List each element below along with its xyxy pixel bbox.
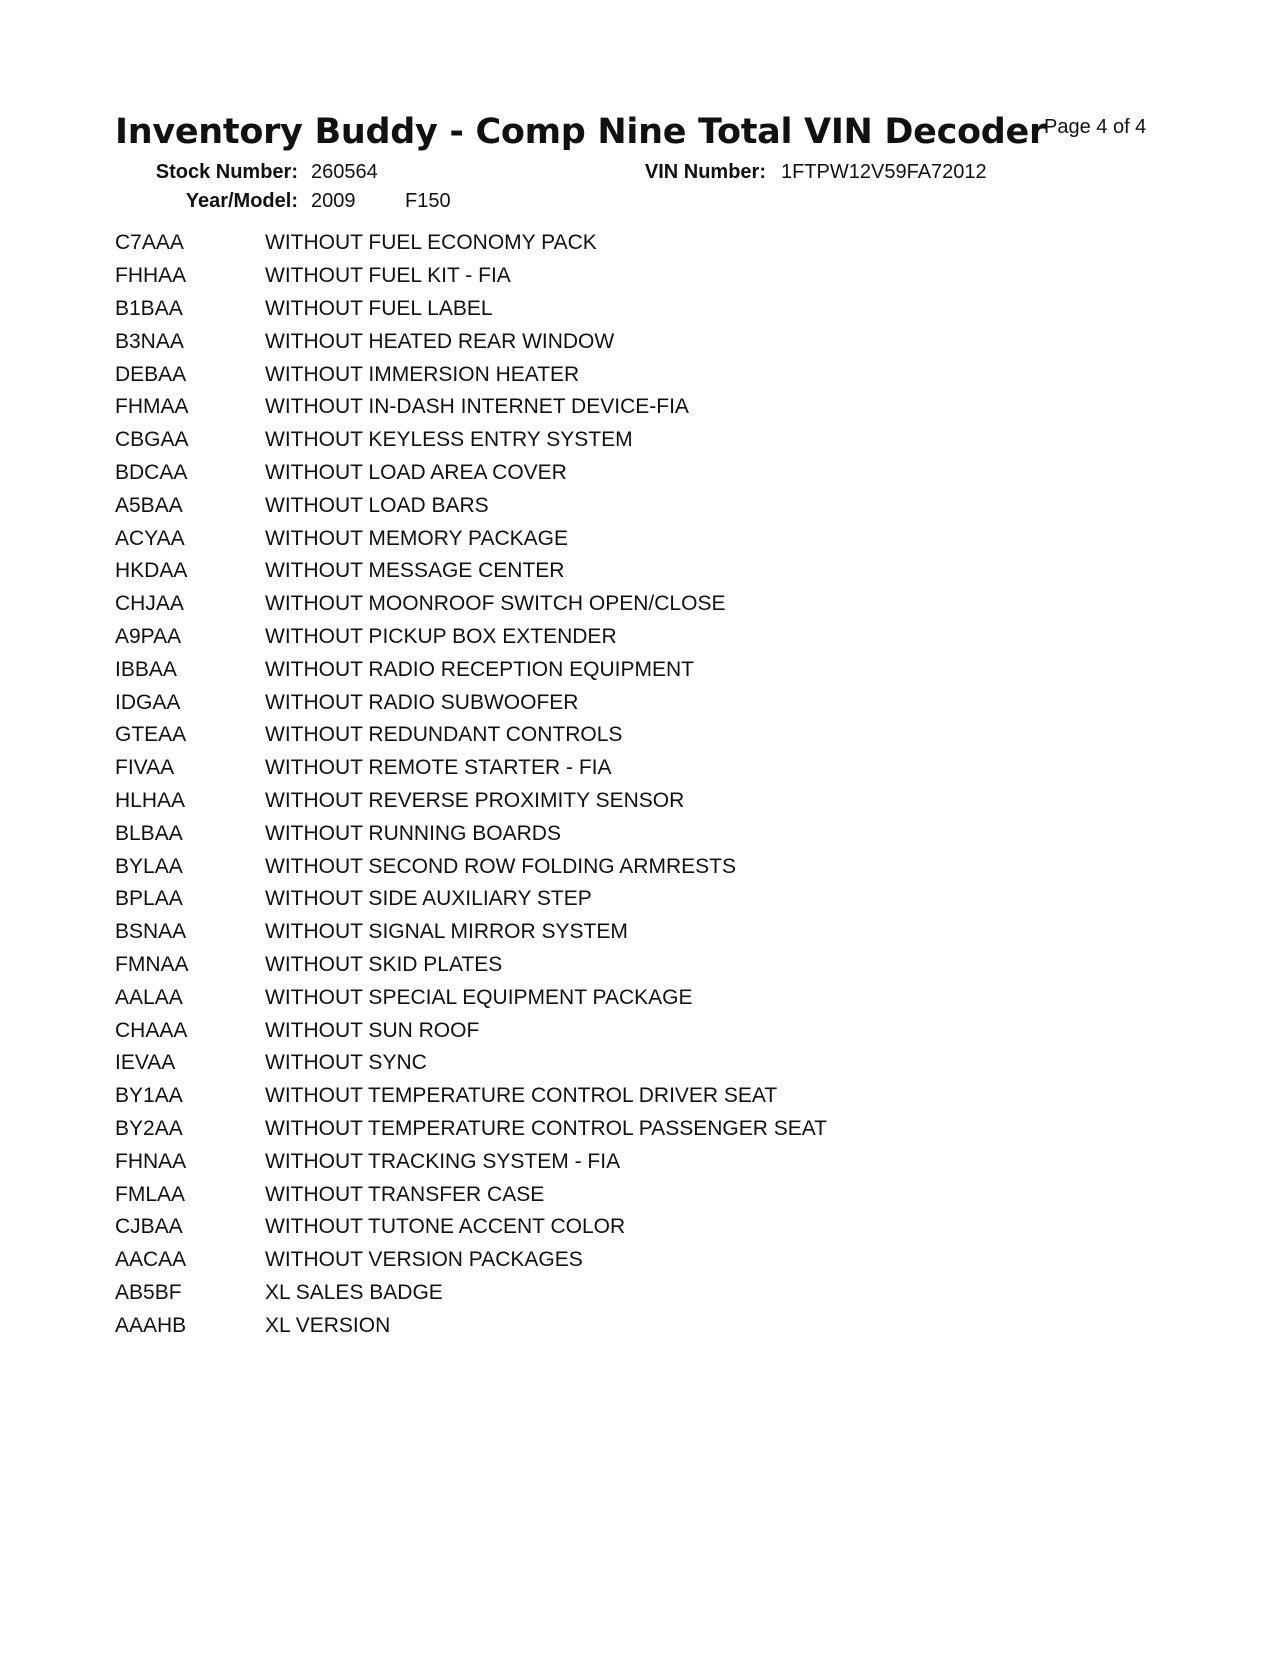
stock-number-label: Stock Number: bbox=[155, 161, 298, 183]
option-description: WITHOUT MEMORY PACKAGE bbox=[265, 526, 568, 550]
option-description: WITHOUT VERSION PACKAGES bbox=[265, 1248, 583, 1272]
option-description: WITHOUT REDUNDANT CONTROLS bbox=[265, 723, 623, 747]
option-row bbox=[115, 489, 1015, 522]
option-row bbox=[115, 1277, 1015, 1310]
option-code: BPLAA bbox=[115, 887, 183, 911]
option-code-list bbox=[115, 227, 1015, 1342]
option-code: BYLAA bbox=[115, 854, 183, 878]
option-code: IDGAA bbox=[115, 690, 181, 714]
option-description: WITHOUT LOAD AREA COVER bbox=[265, 460, 567, 484]
vin-number-value: 1FTPW12V59FA72012 bbox=[781, 161, 987, 183]
option-description: WITHOUT SIDE AUXILIARY STEP bbox=[265, 887, 592, 911]
option-row bbox=[115, 817, 1015, 850]
option-code: FIVAA bbox=[115, 756, 175, 780]
option-description: WITHOUT SKID PLATES bbox=[265, 952, 503, 976]
option-description: XL SALES BADGE bbox=[265, 1280, 443, 1304]
option-code: BY2AA bbox=[115, 1116, 183, 1140]
option-description: WITHOUT RUNNING BOARDS bbox=[265, 821, 561, 845]
option-description: WITHOUT SECOND ROW FOLDING ARMRESTS bbox=[265, 854, 736, 878]
option-description: WITHOUT LOAD BARS bbox=[265, 493, 489, 517]
option-row bbox=[115, 883, 1015, 916]
option-description: WITHOUT IN-DASH INTERNET DEVICE-FIA bbox=[265, 395, 689, 419]
option-row bbox=[115, 949, 1015, 982]
option-row bbox=[115, 653, 1015, 686]
option-row bbox=[115, 1113, 1015, 1146]
option-description: WITHOUT REMOTE STARTER - FIA bbox=[265, 756, 612, 780]
option-code: BY1AA bbox=[115, 1084, 183, 1108]
option-description: WITHOUT FUEL ECONOMY PACK bbox=[265, 231, 597, 255]
option-row bbox=[115, 785, 1015, 818]
option-code: AALAA bbox=[115, 985, 183, 1009]
option-code: AB5BF bbox=[115, 1280, 182, 1304]
option-code: FMLAA bbox=[115, 1182, 186, 1206]
option-row bbox=[115, 522, 1015, 555]
option-row bbox=[115, 1014, 1015, 1047]
option-row bbox=[115, 686, 1015, 719]
option-code: HLHAA bbox=[115, 788, 186, 812]
option-row bbox=[115, 391, 1015, 424]
option-code: B3NAA bbox=[115, 329, 184, 353]
option-code: C7AAA bbox=[115, 231, 184, 255]
option-code: AACAA bbox=[115, 1248, 187, 1272]
option-description: WITHOUT TEMPERATURE CONTROL PASSENGER SEAT bbox=[265, 1116, 828, 1140]
option-row bbox=[115, 916, 1015, 949]
year-value: 2009 bbox=[311, 190, 356, 212]
option-row bbox=[115, 850, 1015, 883]
option-row bbox=[115, 1080, 1015, 1113]
page-indicator: Page 4 of 4 bbox=[1044, 116, 1147, 138]
option-row bbox=[115, 1047, 1015, 1080]
option-code: CBGAA bbox=[115, 428, 189, 452]
option-code: DEBAA bbox=[115, 362, 187, 386]
option-code: FHNAA bbox=[115, 1149, 187, 1173]
option-code: A5BAA bbox=[115, 493, 183, 517]
option-description: WITHOUT MESSAGE CENTER bbox=[265, 559, 565, 583]
report-title: Inventory Buddy - Comp Nine Total VIN Decoder bbox=[115, 112, 1046, 152]
model-value: F150 bbox=[405, 190, 451, 212]
option-description: WITHOUT SYNC bbox=[265, 1051, 427, 1075]
option-description: WITHOUT SIGNAL MIRROR SYSTEM bbox=[265, 920, 628, 944]
option-description: WITHOUT SUN ROOF bbox=[265, 1018, 480, 1042]
option-description: WITHOUT TRANSFER CASE bbox=[265, 1182, 545, 1206]
option-row bbox=[115, 1309, 1015, 1342]
option-row bbox=[115, 227, 1015, 260]
option-row bbox=[115, 555, 1015, 588]
option-code: FHMAA bbox=[115, 395, 189, 419]
option-description: WITHOUT KEYLESS ENTRY SYSTEM bbox=[265, 428, 633, 452]
option-description: WITHOUT TUTONE ACCENT COLOR bbox=[265, 1215, 626, 1239]
option-code: AAAHB bbox=[115, 1313, 187, 1337]
option-description: WITHOUT SPECIAL EQUIPMENT PACKAGE bbox=[265, 985, 693, 1009]
option-code: CHJAA bbox=[115, 592, 184, 616]
option-code: IEVAA bbox=[115, 1051, 176, 1075]
option-description: WITHOUT RADIO RECEPTION EQUIPMENT bbox=[265, 657, 694, 681]
option-row bbox=[115, 1211, 1015, 1244]
year-model-label: Year/Model: bbox=[185, 190, 298, 212]
option-description: WITHOUT MOONROOF SWITCH OPEN/CLOSE bbox=[265, 592, 726, 616]
option-description: WITHOUT HEATED REAR WINDOW bbox=[265, 329, 615, 353]
option-description: WITHOUT PICKUP BOX EXTENDER bbox=[265, 624, 617, 648]
option-description: WITHOUT IMMERSION HEATER bbox=[265, 362, 580, 386]
option-description: XL VERSION bbox=[265, 1313, 391, 1337]
option-description: WITHOUT TEMPERATURE CONTROL DRIVER SEAT bbox=[265, 1084, 778, 1108]
option-row bbox=[115, 325, 1015, 358]
option-row bbox=[115, 1145, 1015, 1178]
option-code: FMNAA bbox=[115, 952, 189, 976]
option-row bbox=[115, 981, 1015, 1014]
option-code: CHAAA bbox=[115, 1018, 188, 1042]
option-row bbox=[115, 260, 1015, 293]
option-code: IBBAA bbox=[115, 657, 177, 681]
option-code: CJBAA bbox=[115, 1215, 183, 1239]
option-row bbox=[115, 752, 1015, 785]
option-row bbox=[115, 424, 1015, 457]
option-code: HKDAA bbox=[115, 559, 188, 583]
option-code: BSNAA bbox=[115, 920, 187, 944]
option-description: WITHOUT FUEL KIT - FIA bbox=[265, 264, 511, 288]
option-code: FHHAA bbox=[115, 264, 187, 288]
vin-number-label: VIN Number: bbox=[644, 161, 766, 183]
option-row bbox=[115, 293, 1015, 326]
option-code: BDCAA bbox=[115, 460, 188, 484]
option-description: WITHOUT FUEL LABEL bbox=[265, 296, 493, 320]
option-code: A9PAA bbox=[115, 624, 182, 648]
option-row bbox=[115, 1244, 1015, 1277]
stock-number-value: 260564 bbox=[311, 161, 378, 183]
option-code: B1BAA bbox=[115, 296, 183, 320]
option-code: GTEAA bbox=[115, 723, 187, 747]
option-row bbox=[115, 621, 1015, 654]
option-row bbox=[115, 1178, 1015, 1211]
option-code: BLBAA bbox=[115, 821, 183, 845]
option-description: WITHOUT TRACKING SYSTEM - FIA bbox=[265, 1149, 621, 1173]
option-row bbox=[115, 588, 1015, 621]
option-row bbox=[115, 457, 1015, 490]
option-row bbox=[115, 719, 1015, 752]
option-description: WITHOUT RADIO SUBWOOFER bbox=[265, 690, 579, 714]
option-description: WITHOUT REVERSE PROXIMITY SENSOR bbox=[265, 788, 685, 812]
option-code: ACYAA bbox=[115, 526, 185, 550]
option-row bbox=[115, 358, 1015, 391]
